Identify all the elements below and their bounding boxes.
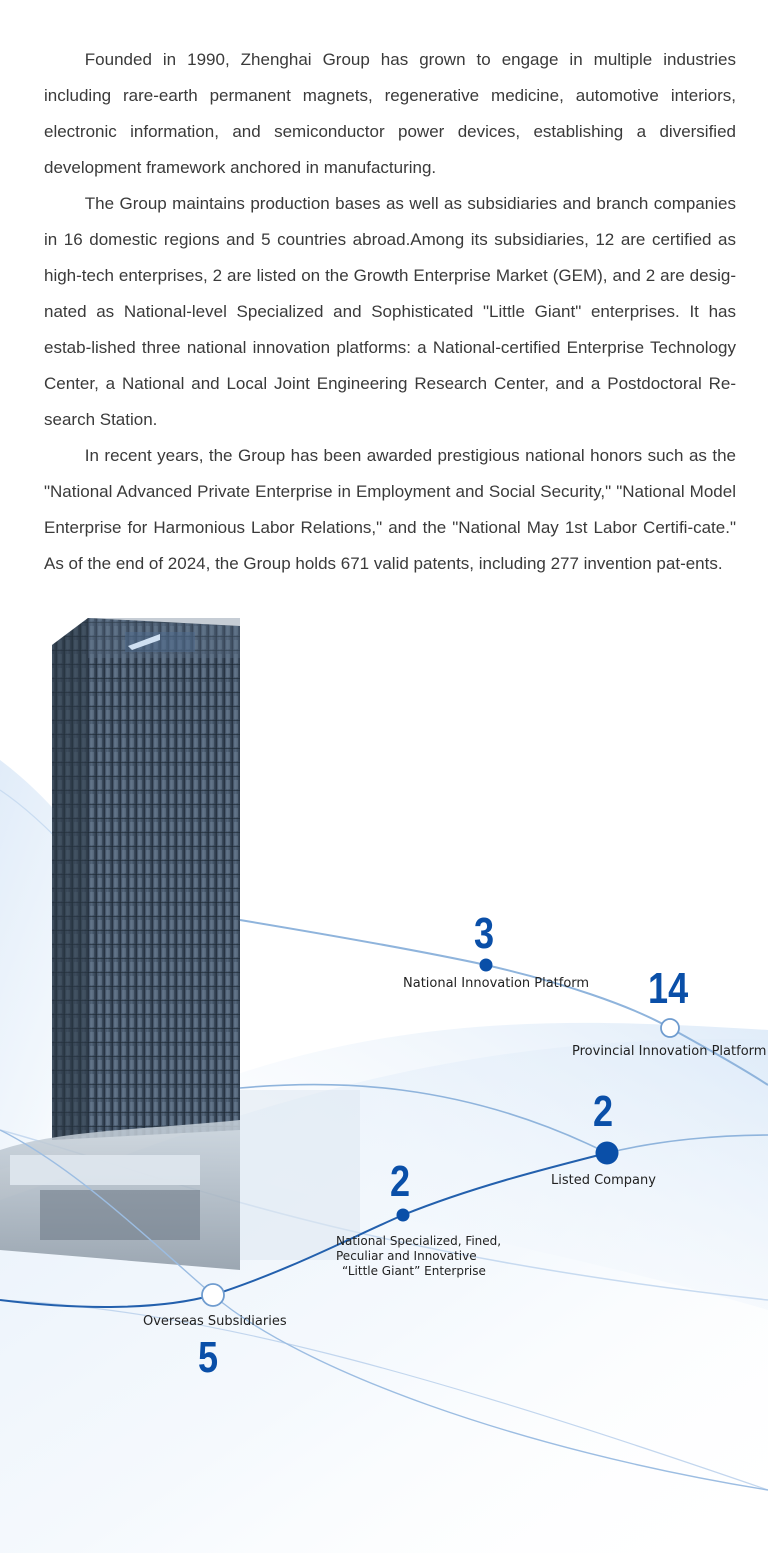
node-little-giant (397, 1209, 410, 1222)
node-provincial-platform (661, 1019, 679, 1037)
national-platform-value: 3 (474, 909, 495, 958)
little-giant-label-line-3: “Little Giant” Enterprise (342, 1264, 486, 1278)
background-graphic (0, 610, 768, 1553)
intro-text (44, 42, 736, 582)
node-national-platform (480, 959, 493, 972)
little-giant-value: 2 (390, 1157, 411, 1206)
listed-company-label: Listed Company (551, 1173, 656, 1188)
listed-company-value: 2 (593, 1087, 614, 1136)
overseas-label: Overseas Subsidiaries (143, 1314, 287, 1329)
little-giant-label-line-2: Peculiar and Innovative (336, 1249, 477, 1263)
provincial-platform-value: 14 (648, 964, 689, 1013)
provincial-platform-label: Provincial Innovation Platform (572, 1044, 767, 1059)
building-illustration (0, 618, 360, 1270)
little-giant-label (336, 1234, 526, 1279)
national-platform-label: National Innovation Platform (403, 976, 590, 991)
node-listed-company (596, 1142, 619, 1165)
intro-paragraph-2: The Group maintains production bases as well as subsidiaries and branch companies in 16 domestic regions and 5 countries abroad.Among its subsidiaries, 12 are certified as high-tech enterprises, 2 are listed on the Growth Enterprise Market (GEM), and 2 are desig-nated as National-level Specialized and Sophisticated "Little Giant" enterprises. It has estab-lished three national innovation platforms: a National-certified Enterprise Technology Center, a National and Local Joint Engineering Research Center, and a Postdoctoral Re-search Station. (44, 194, 736, 429)
little-giant-label-line-1: National Specialized, Fined, (336, 1234, 502, 1248)
overseas-value: 5 (198, 1333, 219, 1382)
stats-visual (0, 610, 768, 1553)
intro-paragraph-3: In recent years, the Group has been awarded prestigious national honors such as the "National Advanced Private Enterprise in Employment and Social Security," "National Model Enterprise for Harmonious Labor Relations," and the "National May 1st Labor Certifi-cate." As of the end of 2024, the Group holds 671 valid patents, including 277 invention pat-ents. (44, 446, 736, 573)
intro-paragraph-1: Founded in 1990, Zhenghai Group has grown to engage in multiple industries including rare-earth permanent magnets, regenerative medicine, automotive interiors, electronic information, and semiconductor power devices, establishing a diversified development framework anchored in manufacturing. (44, 50, 736, 177)
node-overseas (202, 1284, 224, 1306)
